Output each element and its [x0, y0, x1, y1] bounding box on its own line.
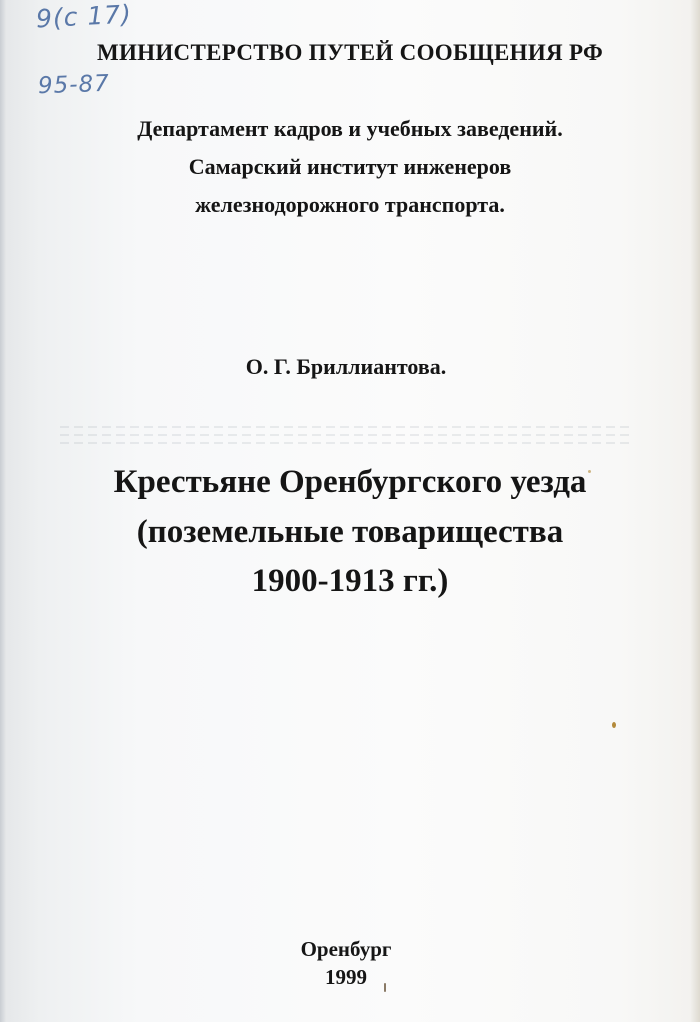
book-title-line-1: Крестьяне Оренбургского уезда: [113, 464, 587, 500]
publication-year: 1999: [325, 965, 367, 989]
handwritten-code: 95-87: [37, 70, 111, 100]
book-title-line-3: 1900-1913 гг.): [251, 563, 449, 599]
paper-speck: [384, 983, 386, 992]
publication-city: Оренбург: [300, 937, 392, 961]
book-title-line-2: (поземельные товарищества: [136, 514, 564, 550]
show-through-text: [60, 420, 630, 460]
department-line: Департамент кадров и учебных заведений.: [137, 116, 563, 141]
ministry-heading: МИНИСТЕРСТВО ПУТЕЙ СООБЩЕНИЯ РФ: [96, 40, 604, 65]
paper-speck: [612, 722, 616, 728]
author-name: О. Г. Бриллиантова.: [245, 354, 447, 379]
institute-line-2: железнодорожного транспорта.: [195, 192, 505, 217]
paper-speck: [588, 470, 591, 473]
handwritten-shelf-mark: 9(с 17): [35, 0, 133, 34]
institute-line-1: Самарский институт инженеров: [188, 154, 512, 179]
